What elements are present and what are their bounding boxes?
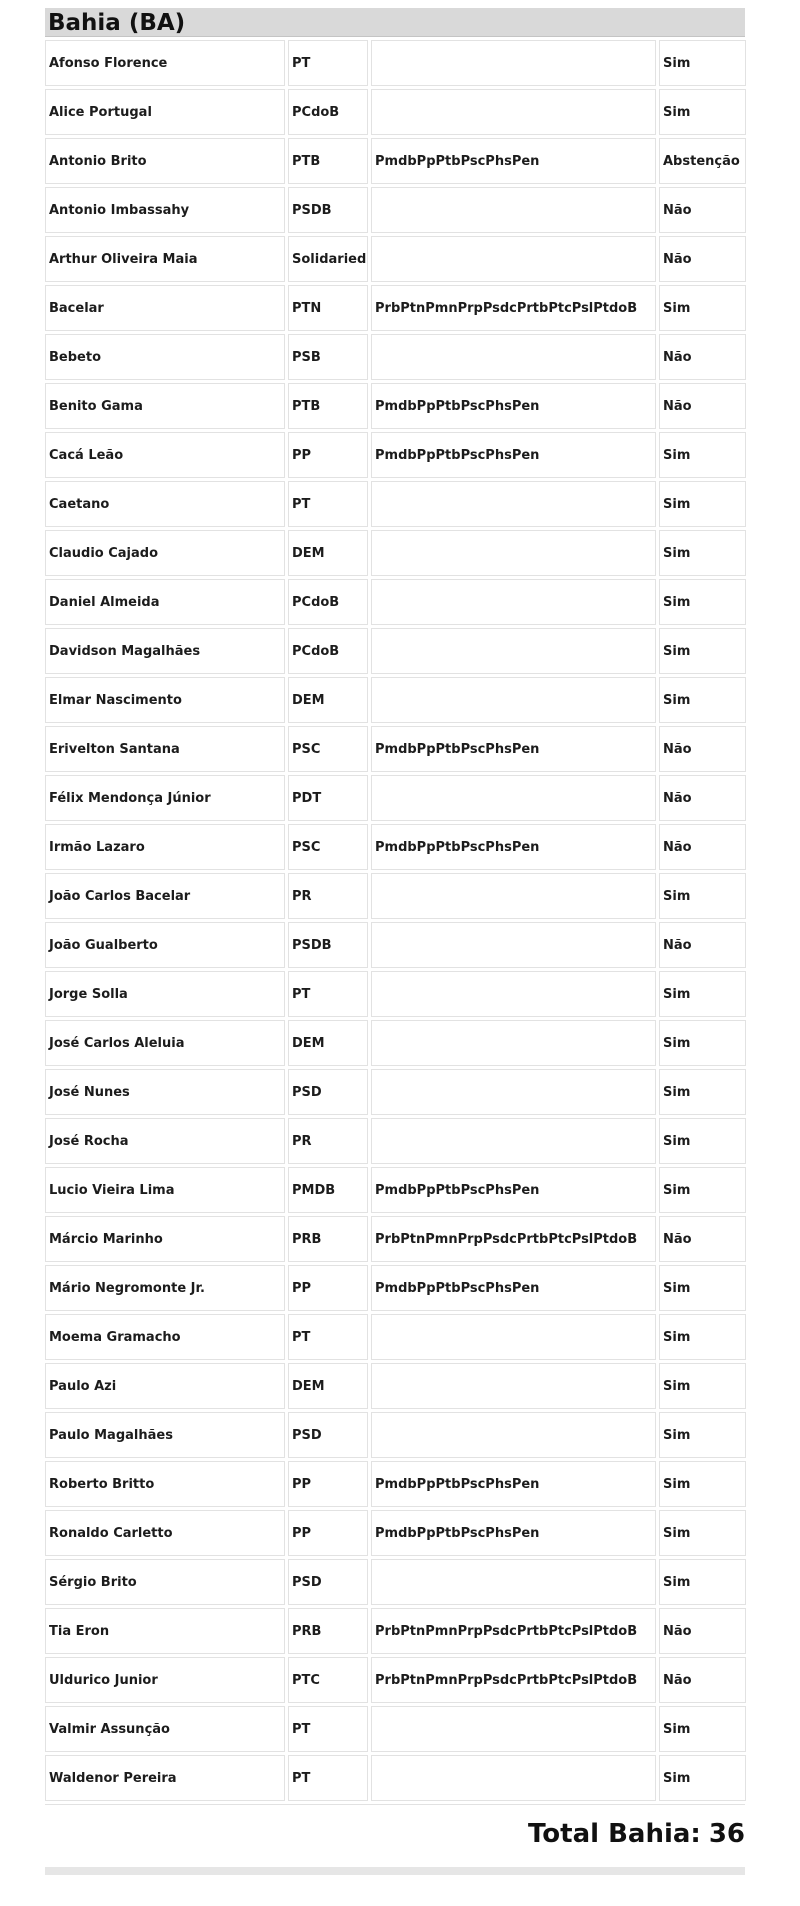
bloc-cell (371, 873, 656, 919)
vote-cell: Sim (659, 1363, 746, 1409)
total-label: Total Bahia: (528, 1819, 701, 1849)
vote-cell: Sim (659, 89, 746, 135)
table-row (45, 383, 746, 429)
party-cell: PT (288, 40, 368, 86)
deputy-name-cell: Bacelar (45, 285, 285, 331)
bloc-cell (371, 628, 656, 674)
party-cell: PSDB (288, 922, 368, 968)
table-row (45, 89, 746, 135)
deputy-name-cell: Sérgio Brito (45, 1559, 285, 1605)
bloc-cell: PmdbPpPtbPscPhsPen (371, 1167, 656, 1213)
party-cell: PSC (288, 726, 368, 772)
vote-cell: Não (659, 922, 746, 968)
table-row (45, 1461, 746, 1507)
deputy-name-cell: Antonio Brito (45, 138, 285, 184)
deputy-name-cell: Lucio Vieira Lima (45, 1167, 285, 1213)
deputy-name-cell: Alice Portugal (45, 89, 285, 135)
bloc-cell: PrbPtnPmnPrpPsdcPrtbPtcPslPtdoB (371, 1216, 656, 1262)
vote-cell: Sim (659, 1461, 746, 1507)
deputy-name-cell: João Gualberto (45, 922, 285, 968)
vote-cell: Sim (659, 1167, 746, 1213)
bloc-cell (371, 971, 656, 1017)
deputy-name-cell: Afonso Florence (45, 40, 285, 86)
party-cell: PSD (288, 1412, 368, 1458)
table-row (45, 1559, 746, 1605)
bloc-cell (371, 1412, 656, 1458)
party-cell: PP (288, 1461, 368, 1507)
party-cell: PT (288, 1706, 368, 1752)
table-row (45, 1265, 746, 1311)
party-cell: PR (288, 1118, 368, 1164)
table-row (45, 187, 746, 233)
party-cell: PRB (288, 1608, 368, 1654)
bloc-cell (371, 1118, 656, 1164)
deputy-name-cell: Arthur Oliveira Maia (45, 236, 285, 282)
deputy-name-cell: Mário Negromonte Jr. (45, 1265, 285, 1311)
party-cell: PT (288, 1314, 368, 1360)
party-cell: DEM (288, 1020, 368, 1066)
deputy-name-cell: Paulo Magalhães (45, 1412, 285, 1458)
bloc-cell (371, 1706, 656, 1752)
table-row (45, 824, 746, 870)
bloc-cell (371, 334, 656, 380)
deputy-name-cell: Caetano (45, 481, 285, 527)
table-row (45, 236, 746, 282)
vote-cell: Sim (659, 1069, 746, 1115)
deputy-name-cell: Jorge Solla (45, 971, 285, 1017)
bloc-cell (371, 677, 656, 723)
party-cell: PTC (288, 1657, 368, 1703)
party-cell: PSB (288, 334, 368, 380)
deputy-name-cell: Davidson Magalhães (45, 628, 285, 674)
deputy-name-cell: Valmir Assunção (45, 1706, 285, 1752)
table-row (45, 726, 746, 772)
party-cell: PSD (288, 1559, 368, 1605)
bottom-divider (45, 1867, 745, 1875)
bloc-cell: PmdbPpPtbPscPhsPen (371, 824, 656, 870)
vote-list-page (45, 8, 745, 1875)
vote-cell: Não (659, 1216, 746, 1262)
vote-cell: Não (659, 1657, 746, 1703)
vote-cell: Sim (659, 1020, 746, 1066)
table-row (45, 1020, 746, 1066)
bloc-cell: PmdbPpPtbPscPhsPen (371, 1265, 656, 1311)
deputy-name-cell: José Carlos Aleluia (45, 1020, 285, 1066)
vote-cell: Sim (659, 1706, 746, 1752)
state-total (520, 1819, 745, 1849)
table-row (45, 922, 746, 968)
vote-cell: Não (659, 726, 746, 772)
bloc-cell (371, 1755, 656, 1801)
bloc-cell (371, 40, 656, 86)
deputy-name-cell: Márcio Marinho (45, 1216, 285, 1262)
party-cell: DEM (288, 530, 368, 576)
deputy-name-cell: Daniel Almeida (45, 579, 285, 625)
bloc-cell (371, 1020, 656, 1066)
bloc-cell (371, 579, 656, 625)
deputy-name-cell: Antonio Imbassahy (45, 187, 285, 233)
party-cell: PRB (288, 1216, 368, 1262)
vote-cell: Sim (659, 1510, 746, 1556)
deputy-name-cell: Elmar Nascimento (45, 677, 285, 723)
table-row (45, 1167, 746, 1213)
party-cell: PCdoB (288, 628, 368, 674)
deputy-name-cell: Ronaldo Carletto (45, 1510, 285, 1556)
deputy-name-cell: Uldurico Junior (45, 1657, 285, 1703)
party-cell: PSD (288, 1069, 368, 1115)
table-row (45, 971, 746, 1017)
party-cell: PT (288, 481, 368, 527)
table-row (45, 40, 746, 86)
vote-cell: Sim (659, 579, 746, 625)
vote-cell: Sim (659, 432, 746, 478)
vote-cell: Não (659, 1608, 746, 1654)
vote-cell: Sim (659, 1559, 746, 1605)
bloc-cell: PmdbPpPtbPscPhsPen (371, 383, 656, 429)
vote-cell: Sim (659, 1118, 746, 1164)
bloc-cell (371, 236, 656, 282)
bloc-cell (371, 922, 656, 968)
party-cell: PSC (288, 824, 368, 870)
party-cell: PT (288, 971, 368, 1017)
table-row (45, 1363, 746, 1409)
party-cell: PR (288, 873, 368, 919)
deputy-name-cell: José Rocha (45, 1118, 285, 1164)
vote-cell: Não (659, 236, 746, 282)
table-row (45, 677, 746, 723)
bloc-cell (371, 89, 656, 135)
table-row (45, 579, 746, 625)
party-cell: DEM (288, 1363, 368, 1409)
vote-cell: Sim (659, 1265, 746, 1311)
bloc-cell: PrbPtnPmnPrpPsdcPrtbPtcPslPtdoB (371, 285, 656, 331)
bloc-cell (371, 530, 656, 576)
table-row (45, 1608, 746, 1654)
deputy-name-cell: Erivelton Santana (45, 726, 285, 772)
deputy-name-cell: Félix Mendonça Júnior (45, 775, 285, 821)
party-cell: PTN (288, 285, 368, 331)
table-row (45, 1314, 746, 1360)
deputy-name-cell: Cacá Leão (45, 432, 285, 478)
table-row (45, 1510, 746, 1556)
vote-cell: Não (659, 775, 746, 821)
table-row (45, 775, 746, 821)
vote-cell: Sim (659, 873, 746, 919)
party-cell: DEM (288, 677, 368, 723)
deputy-name-cell: Roberto Britto (45, 1461, 285, 1507)
bloc-cell (371, 481, 656, 527)
bloc-cell (371, 775, 656, 821)
vote-cell: Sim (659, 1412, 746, 1458)
party-cell: PP (288, 432, 368, 478)
bloc-cell (371, 1314, 656, 1360)
vote-cell: Não (659, 383, 746, 429)
deputy-name-cell: José Nunes (45, 1069, 285, 1115)
bloc-cell (371, 1069, 656, 1115)
bloc-cell: PrbPtnPmnPrpPsdcPrtbPtcPslPtdoB (371, 1657, 656, 1703)
deputy-name-cell: Paulo Azi (45, 1363, 285, 1409)
table-row (45, 138, 746, 184)
deputy-name-cell: Waldenor Pereira (45, 1755, 285, 1801)
deputy-name-cell: João Carlos Bacelar (45, 873, 285, 919)
party-cell: PSDB (288, 187, 368, 233)
bloc-cell (371, 187, 656, 233)
state-header: Bahia (BA) (45, 8, 745, 37)
table-row (45, 1118, 746, 1164)
votes-table-body (45, 40, 746, 1801)
party-cell: PTB (288, 138, 368, 184)
deputy-name-cell: Bebeto (45, 334, 285, 380)
table-row (45, 530, 746, 576)
total-row (45, 1804, 745, 1865)
table-row (45, 1412, 746, 1458)
table-row (45, 1706, 746, 1752)
party-cell: PMDB (288, 1167, 368, 1213)
bloc-cell (371, 1363, 656, 1409)
party-cell: PP (288, 1265, 368, 1311)
bloc-cell (371, 1559, 656, 1605)
party-cell: PTB (288, 383, 368, 429)
deputy-name-cell: Benito Gama (45, 383, 285, 429)
deputy-name-cell: Moema Gramacho (45, 1314, 285, 1360)
party-cell: Solidaried (288, 236, 368, 282)
table-row (45, 334, 746, 380)
party-cell: PCdoB (288, 89, 368, 135)
vote-cell: Sim (659, 530, 746, 576)
vote-cell: Sim (659, 481, 746, 527)
party-cell: PDT (288, 775, 368, 821)
deputy-name-cell: Irmão Lazaro (45, 824, 285, 870)
vote-cell: Sim (659, 971, 746, 1017)
party-cell: PT (288, 1755, 368, 1801)
table-row (45, 873, 746, 919)
bloc-cell: PmdbPpPtbPscPhsPen (371, 138, 656, 184)
table-row (45, 1069, 746, 1115)
vote-cell: Não (659, 334, 746, 380)
bloc-cell: PmdbPpPtbPscPhsPen (371, 1510, 656, 1556)
table-row (45, 1657, 746, 1703)
vote-cell: Sim (659, 677, 746, 723)
vote-cell: Abstenção (659, 138, 746, 184)
votes-table (42, 37, 749, 1804)
vote-cell: Sim (659, 1314, 746, 1360)
vote-cell: Não (659, 187, 746, 233)
table-row (45, 1755, 746, 1801)
table-row (45, 481, 746, 527)
bloc-cell: PrbPtnPmnPrpPsdcPrtbPtcPslPtdoB (371, 1608, 656, 1654)
bloc-cell: PmdbPpPtbPscPhsPen (371, 1461, 656, 1507)
vote-cell: Sim (659, 40, 746, 86)
deputy-name-cell: Tia Eron (45, 1608, 285, 1654)
vote-cell: Sim (659, 1755, 746, 1801)
deputy-name-cell: Claudio Cajado (45, 530, 285, 576)
party-cell: PCdoB (288, 579, 368, 625)
table-row (45, 1216, 746, 1262)
bloc-cell: PmdbPpPtbPscPhsPen (371, 432, 656, 478)
party-cell: PP (288, 1510, 368, 1556)
bloc-cell: PmdbPpPtbPscPhsPen (371, 726, 656, 772)
table-row (45, 285, 746, 331)
total-value: 36 (708, 1819, 745, 1849)
vote-cell: Sim (659, 628, 746, 674)
table-row (45, 432, 746, 478)
vote-cell: Sim (659, 285, 746, 331)
table-row (45, 628, 746, 674)
vote-cell: Não (659, 824, 746, 870)
